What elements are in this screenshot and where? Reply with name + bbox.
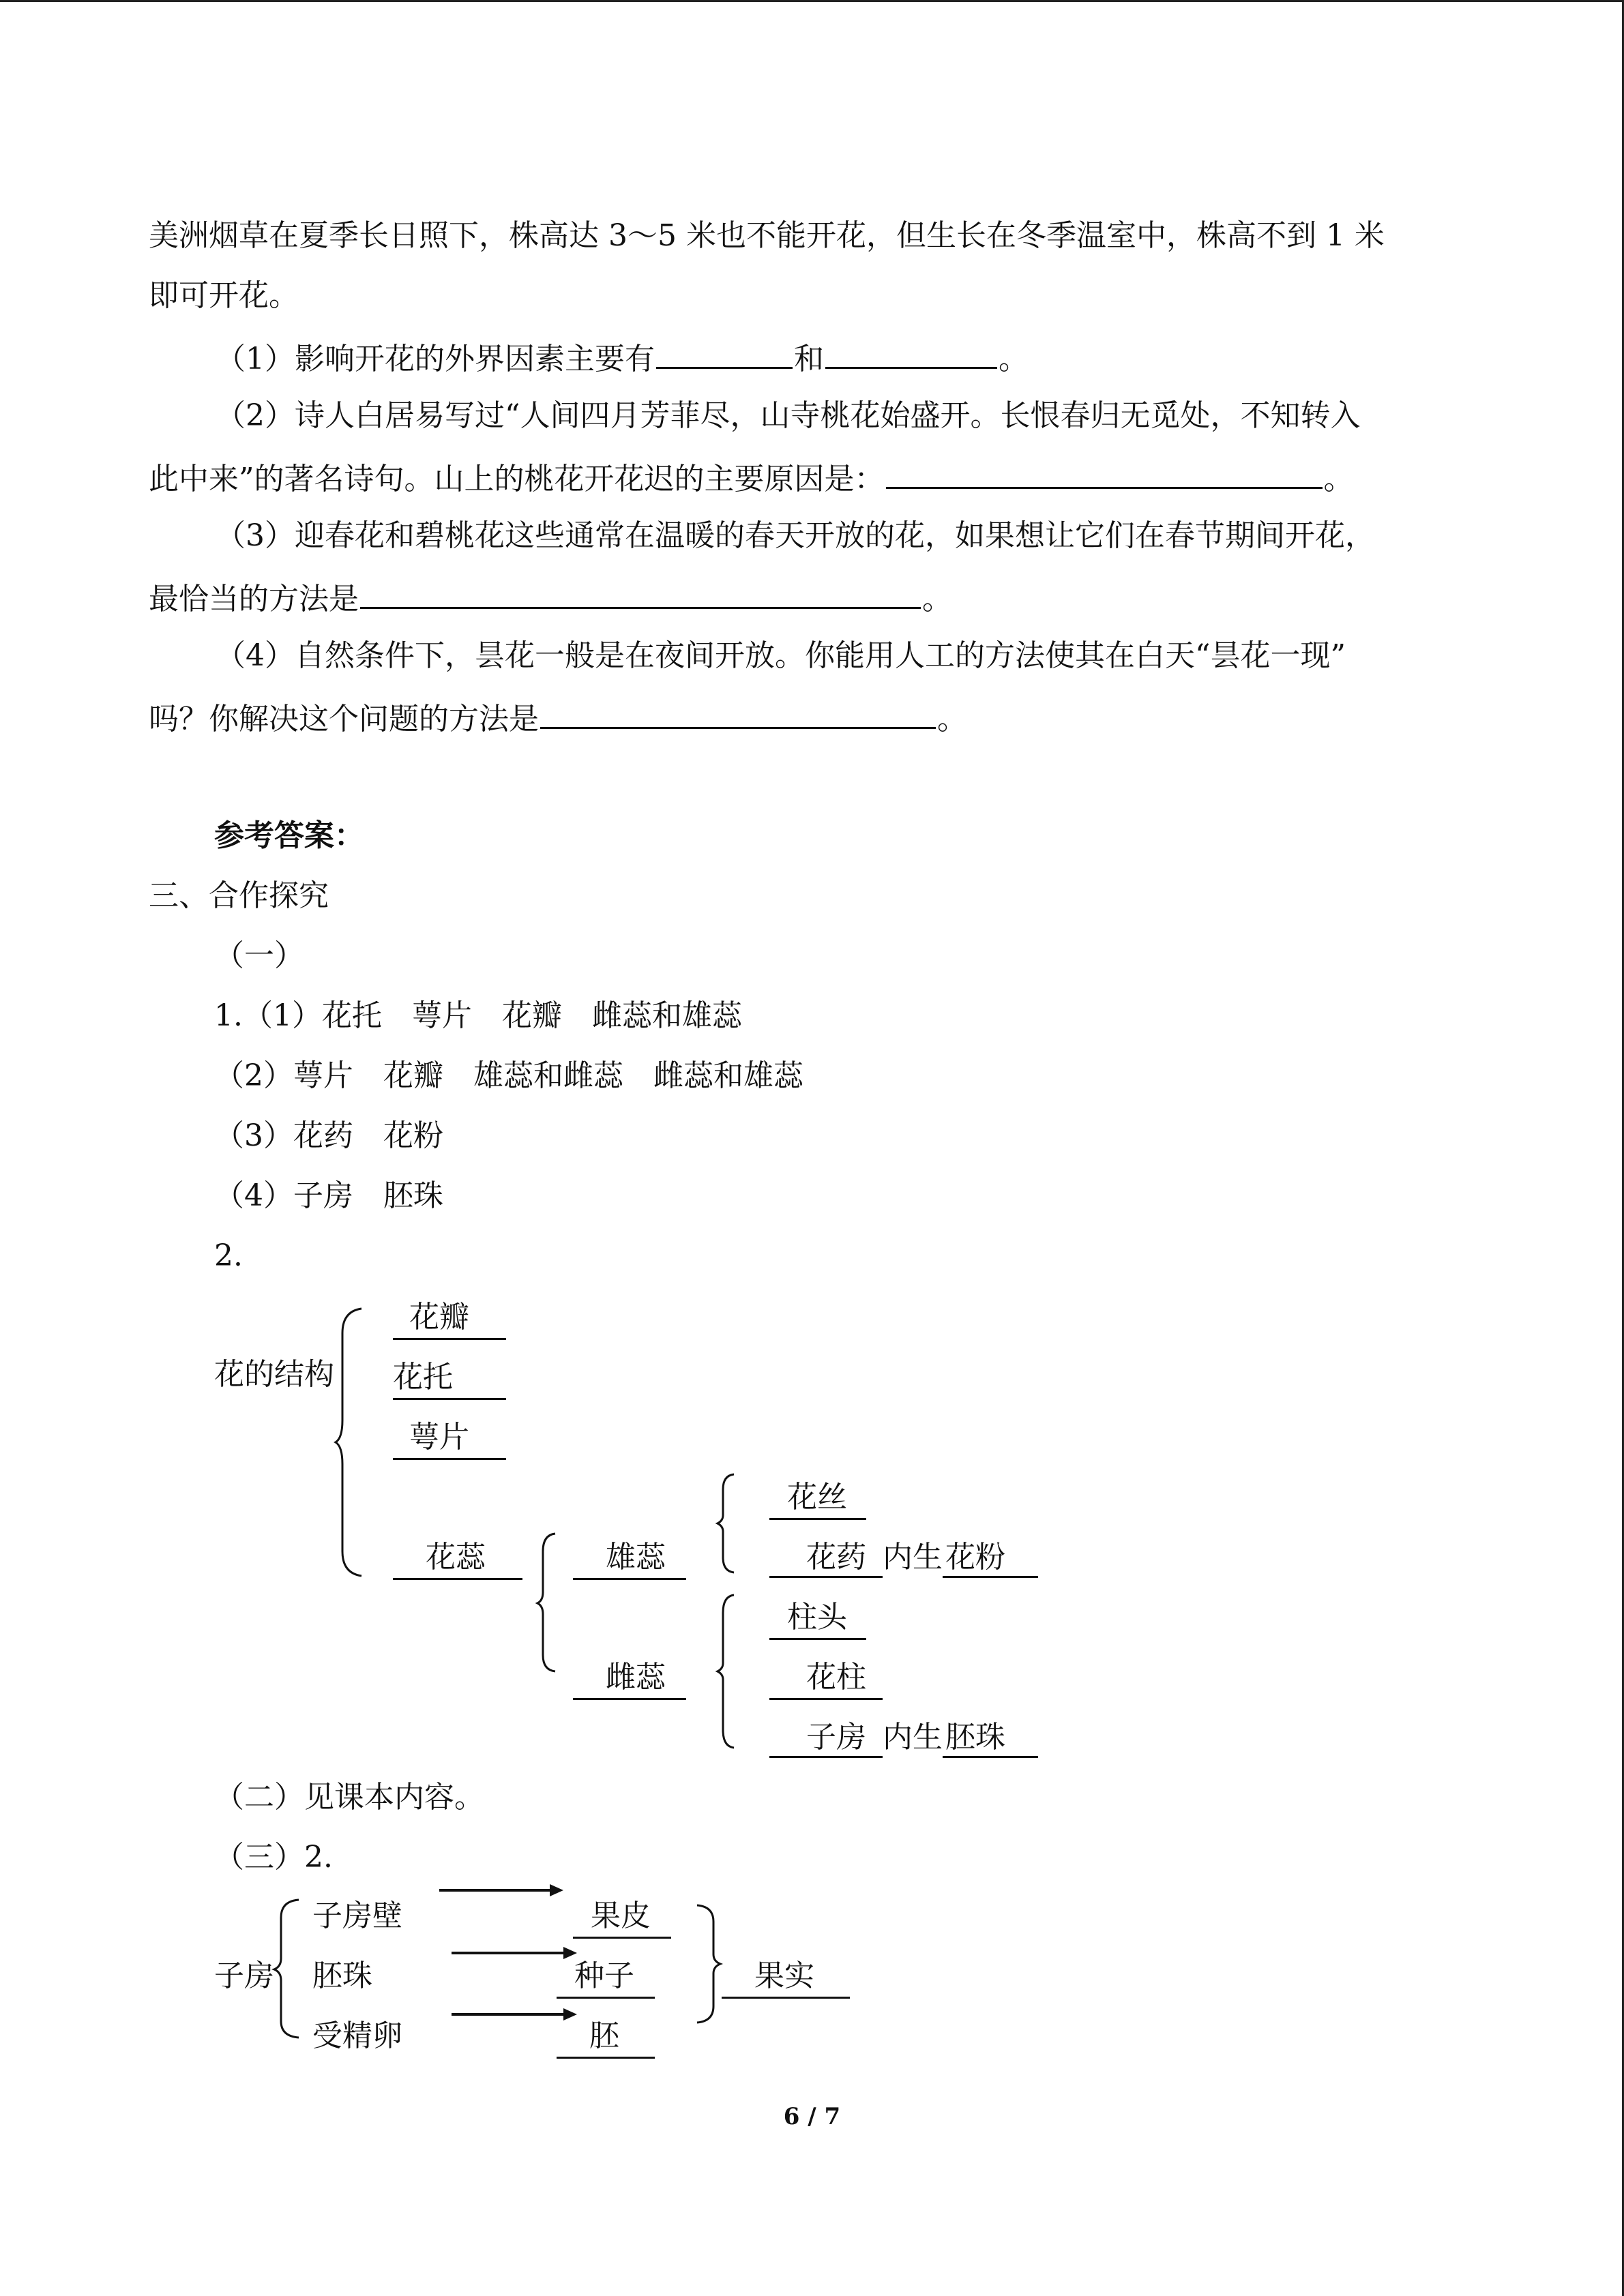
flower-stigma-label: 柱头: [787, 1600, 847, 1635]
flower-pistil-stamen-label: 花蕊: [426, 1540, 486, 1575]
fruit-seed-label: 种子: [574, 1958, 634, 1993]
stamen-pistil-brace: [535, 1531, 562, 1674]
page-number: 6 / 7: [783, 2103, 841, 2130]
flower-sepal-label: 萼片: [409, 1420, 469, 1455]
fruit-result-label: 果实: [754, 1958, 814, 1993]
question-2-text: 此中来”的著名诗句。山上的桃花开花迟的主要原因是：: [149, 462, 885, 496]
flower-stigma: [769, 1598, 866, 1640]
flower-anther-label: 花药: [806, 1540, 866, 1575]
answer-blank-3[interactable]: [360, 577, 921, 609]
flower-receptacle-label: 花托: [393, 1360, 453, 1395]
section-title: 三、合作探究: [149, 878, 329, 913]
fruit-embryo-label: 胚: [589, 2018, 619, 2053]
flower-filament-label: 花丝: [787, 1480, 847, 1515]
flower-pistil-label: 雌蕊: [606, 1660, 666, 1695]
inner-label-1: 内生: [883, 1540, 943, 1575]
fruit-pericarp-label: 果皮: [591, 1898, 651, 1933]
flower-anther: [769, 1539, 883, 1578]
intro-line-1: 美洲烟草在夏季长日照下，株高达 3～5 米也不能开花，但生长在冬季温室中，株高不到 1 米: [149, 218, 1385, 253]
flower-structure-root: 花的结构: [214, 1357, 334, 1392]
ovary-wall-label: 子房壁: [312, 1898, 402, 1933]
flower-sepal: [393, 1418, 506, 1460]
answer-blank-2[interactable]: [886, 457, 1323, 489]
question-3-line-1: （3）迎春花和碧桃花这些通常在温暖的春天开放的花，如果想让它们在春节期间开花，: [216, 518, 1375, 553]
ovary-brace: [271, 1897, 306, 2040]
stamen-brace: [715, 1472, 742, 1575]
answer-2-label: 2.: [214, 1238, 243, 1273]
fruit-diagram-root: 子房: [214, 1958, 274, 1993]
part-2-label: （二）见课本内容。: [214, 1780, 484, 1815]
flower-petal-label: 花瓣: [409, 1300, 469, 1335]
question-1-end: 。: [999, 342, 1029, 376]
pistil-brace: [715, 1592, 742, 1750]
answer-1-4: （4）子房 胚珠: [214, 1178, 443, 1213]
intro-line-2: 即可开花。: [149, 278, 299, 313]
flower-filament: [769, 1478, 866, 1520]
flower-stamen: [573, 1538, 686, 1580]
fruit-arrows: [437, 1875, 573, 2032]
fruit-seed: [557, 1957, 655, 1999]
answer-blank-4[interactable]: [540, 697, 936, 729]
flower-style-label: 花柱: [806, 1660, 866, 1695]
question-3-text: 最恰当的方法是: [149, 582, 359, 616]
question-4-line-2: [149, 697, 967, 739]
top-border: [0, 0, 1624, 2]
part-3-label: （三）2.: [214, 1840, 333, 1875]
answer-1-3: （3）花药 花粉: [214, 1118, 443, 1153]
answer-blank-1b[interactable]: [825, 337, 997, 369]
question-1-and: 和: [794, 342, 824, 376]
flower-ovary-label: 子房: [806, 1720, 866, 1755]
answer-1-2: （2）萼片 花瓣 雄蕊和雌蕊 雌蕊和雄蕊: [214, 1058, 803, 1093]
question-2-line-2: [149, 457, 1354, 498]
ovary-row: [769, 1718, 1038, 1758]
zygote-label: 受精卵: [312, 2018, 402, 2053]
fruit-embryo: [557, 2017, 655, 2059]
flower-pistil-stamen: [393, 1538, 522, 1580]
question-2-line-1: （2）诗人白居易写过“人间四月芳菲尽，山寺桃花始盛开。长恨春归无觅处，不知转入: [216, 398, 1361, 433]
question-1: [216, 337, 1029, 378]
question-4-text: 吗？你解决这个问题的方法是: [149, 702, 539, 736]
flower-stamen-label: 雄蕊: [606, 1540, 666, 1575]
flower-ovule-label: 胚珠: [945, 1720, 1005, 1755]
question-4-end: 。: [937, 702, 967, 736]
question-3-end: 。: [922, 582, 952, 616]
flower-petal: [393, 1298, 506, 1340]
anther-row: [769, 1538, 1038, 1578]
fruit-pericarp: [573, 1897, 671, 1939]
main-brace: [333, 1306, 367, 1579]
flower-receptacle: [393, 1358, 506, 1400]
flower-pollen: [943, 1539, 1038, 1578]
ovule-label: 胚珠: [312, 1958, 372, 1993]
question-4-line-1: （4）自然条件下，昙花一般是在夜间开放。你能用人工的方法使其在白天“昙花一现”: [216, 638, 1346, 673]
inner-label-2: 内生: [883, 1720, 943, 1755]
fruit-result: [722, 1957, 850, 1999]
part-1-label: （一）: [214, 938, 304, 973]
answer-blank-1a[interactable]: [656, 337, 793, 369]
question-1-text: （1）影响开花的外界因素主要有: [216, 342, 655, 376]
flower-pistil: [573, 1658, 686, 1700]
flower-style: [769, 1658, 883, 1700]
answer-1-1: 1.（1）花托 萼片 花瓣 雌蕊和雄蕊: [214, 998, 742, 1033]
flower-ovule: [943, 1719, 1038, 1758]
answers-heading: 参考答案：: [214, 818, 364, 853]
flower-ovary: [769, 1719, 883, 1758]
arrow-head-1: [550, 1884, 563, 1896]
question-3-line-2: [149, 577, 952, 618]
question-2-end: 。: [1323, 462, 1354, 496]
flower-pollen-label: 花粉: [945, 1540, 1005, 1575]
